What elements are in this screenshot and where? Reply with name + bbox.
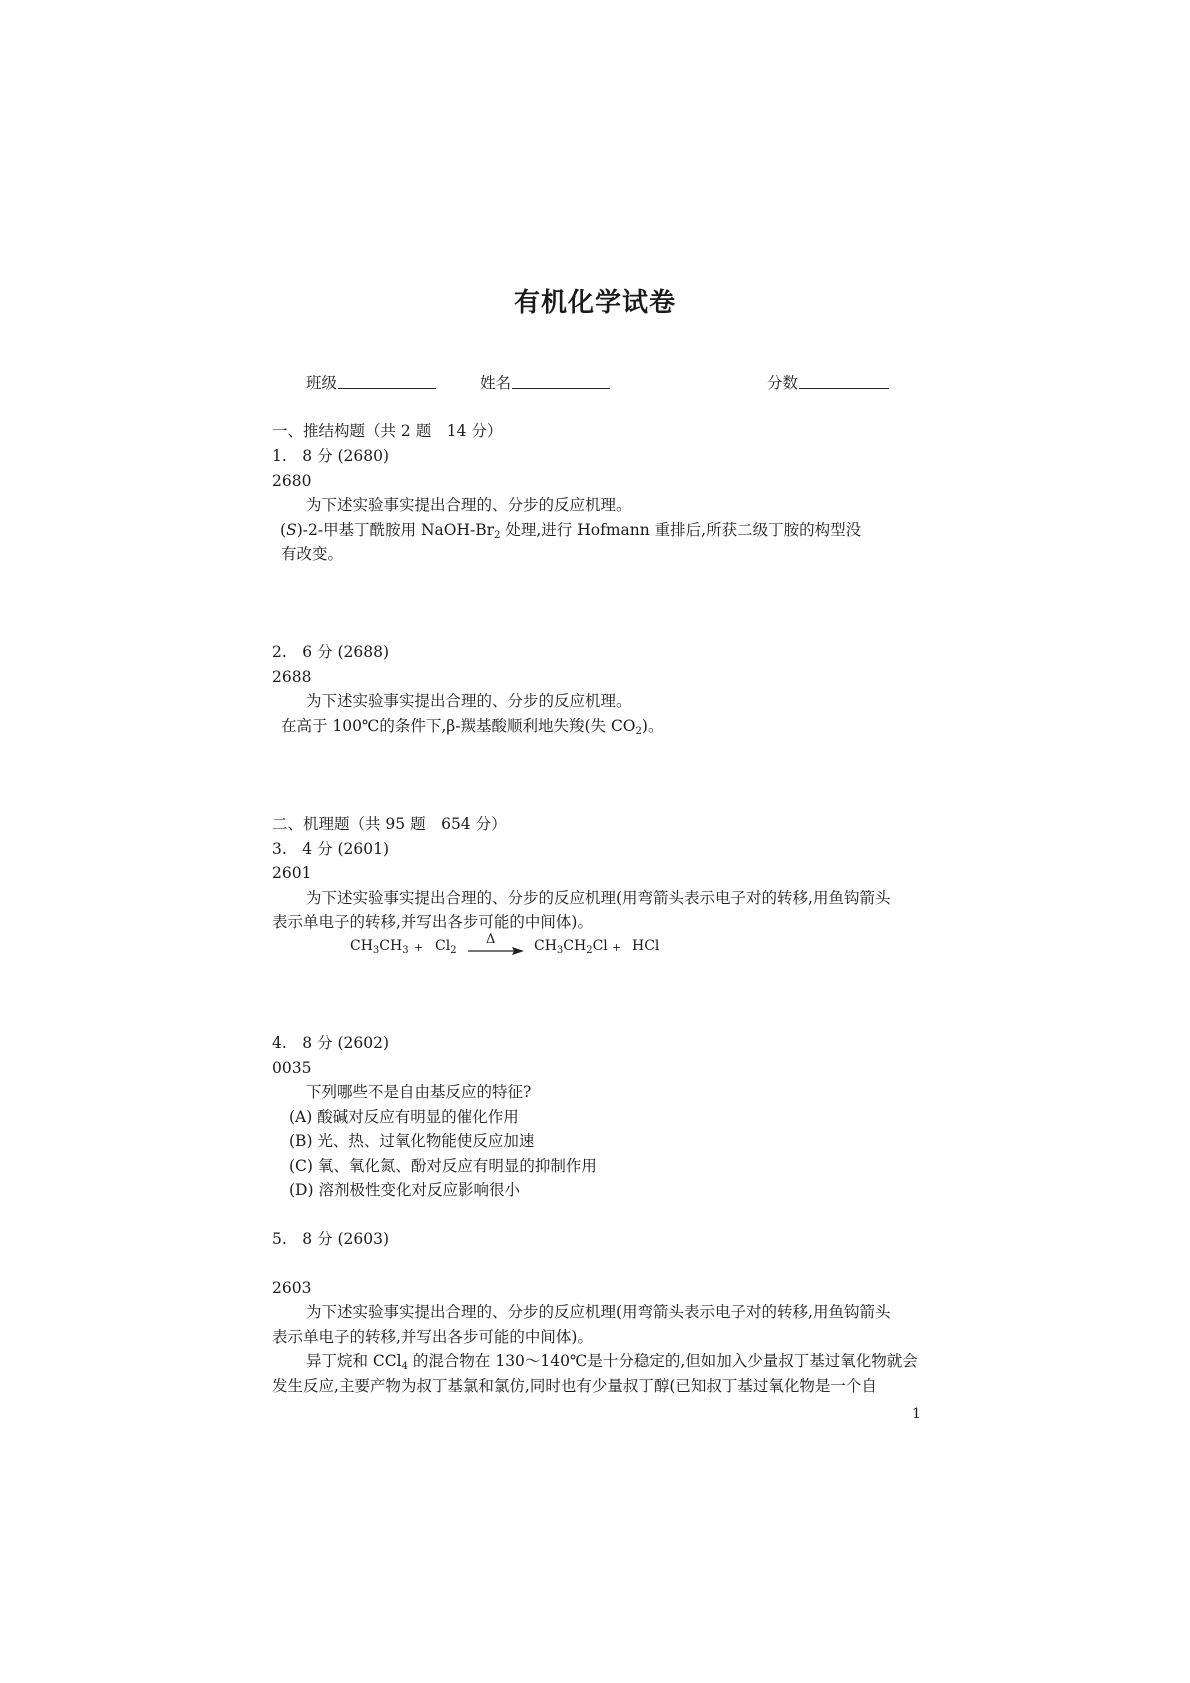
q5-text-line2: 发生反应,主要产物为叔丁基氯和氯仿,同时也有少量叔丁醇(已知叔丁基过氧化物是一个自 [272, 1377, 877, 1395]
q3-prompt-line1: 为下述实验事实提出合理的、分步的反应机理(用弯箭头表示电子对的转移,用鱼钩箭头 [306, 889, 891, 907]
q1-head: 1. 8 分 (2680) [272, 447, 390, 465]
class-field [306, 372, 436, 394]
q5-prompt-line1: 为下述实验事实提出合理的、分步的反应机理(用弯箭头表示电子对的转移,用鱼钩箭头 [306, 1303, 891, 1321]
section2-heading: 二、机理题（共 95 题 654 分） [272, 815, 507, 833]
exam-title: 有机化学试卷 [513, 288, 676, 318]
q3-head: 3. 4 分 (2601) [272, 840, 390, 858]
class-blank[interactable] [338, 372, 436, 389]
q4-option-b: (B) 光、热、过氧化物能使反应加速 [289, 1132, 535, 1150]
product-hcl: HCl [632, 938, 660, 954]
name-label: 姓名 [480, 374, 512, 392]
q4-code: 0035 [272, 1059, 312, 1077]
q5-code: 2603 [272, 1279, 312, 1297]
q1-code: 2680 [272, 472, 312, 490]
q4-option-c: (C) 氧、氧化氮、酚对反应有明显的抑制作用 [289, 1157, 597, 1175]
reactant-ethane: $CH_3CH_3$ [350, 938, 409, 956]
plus-sign: + [612, 941, 622, 954]
score-field [767, 372, 889, 394]
q4-prompt: 下列哪些不是自由基反应的特征? [306, 1083, 532, 1101]
q2-prompt: 为下述实验事实提出合理的、分步的反应机理。 [306, 692, 632, 710]
q1-text-line2: 有改变。 [281, 545, 344, 563]
q2-text: 在高于 100℃的条件下,β-羰基酸顺利地失羧(失 $CO_2$)。 [281, 717, 664, 737]
q3-code: 2601 [272, 864, 312, 882]
q4-option-a: (A) 酸碱对反应有明显的催化作用 [289, 1108, 519, 1126]
q1-text-line1: (S)-2-甲基丁酰胺用 NaOH-$Br_2$ 处理,进行 Hofmann 重排后,所获二级丁胺的构型没 [280, 521, 862, 541]
reactant-chlorine: $Cl_2$ [435, 938, 457, 956]
heat-condition: Δ [486, 932, 496, 947]
section1-heading: 一、推结构题（共 2 题 14 分） [272, 422, 503, 440]
name-field [480, 372, 610, 394]
q4-option-d: (D) 溶剂极性变化对反应影响很小 [289, 1181, 520, 1199]
q2-head: 2. 6 分 (2688) [272, 643, 390, 661]
q4-head: 4. 8 分 (2602) [272, 1034, 390, 1052]
score-label: 分数 [767, 374, 799, 392]
name-blank[interactable] [512, 372, 610, 389]
score-blank[interactable] [799, 372, 889, 389]
q5-head: 5. 8 分 (2603) [272, 1230, 390, 1248]
q3-prompt-line2: 表示单电子的转移,并写出各步可能的中间体)。 [272, 913, 593, 931]
q2-code: 2688 [272, 668, 312, 686]
reaction-arrow-icon [468, 946, 524, 956]
product-chloroethane: $CH_3CH_2Cl$ [534, 938, 608, 956]
plus-sign: + [414, 941, 424, 954]
q5-text-line1: 异丁烷和 CCl$_4$ 的混合物在 130～140℃是十分稳定的,但如加入少量叔丁基过氧化物就会 [306, 1352, 918, 1372]
class-label: 班级 [306, 374, 338, 392]
page-number: 1 [912, 1406, 921, 1422]
q1-prompt: 为下述实验事实提出合理的、分步的反应机理。 [306, 496, 632, 514]
q5-prompt-line2: 表示单电子的转移,并写出各步可能的中间体)。 [272, 1328, 593, 1346]
